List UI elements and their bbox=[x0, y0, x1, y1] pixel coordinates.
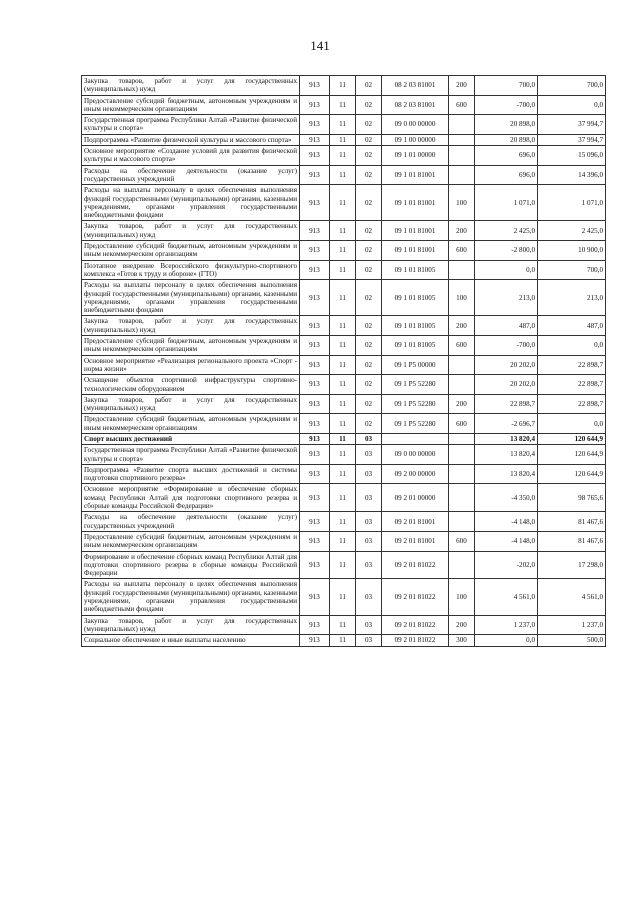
target-article-cell: 09 2 01 81022 bbox=[382, 615, 449, 635]
total-amount-cell: 17 298,0 bbox=[538, 551, 606, 579]
change-amount-cell: -2 696,7 bbox=[475, 414, 538, 434]
change-amount-cell: -4 350,0 bbox=[475, 484, 538, 512]
ministry-code-cell: 913 bbox=[300, 95, 330, 115]
expense-type-cell bbox=[449, 484, 475, 512]
expense-type-cell: 200 bbox=[449, 221, 475, 241]
subsection-code-cell: 03 bbox=[356, 531, 382, 551]
expense-type-cell bbox=[449, 134, 475, 145]
row-name-cell: Расходы на выплаты персоналу в целях обеспечения выполнения функций государственными (муниципальными) органами, казенными учреждениями, органами управления государственными внебюджетными фондами bbox=[82, 185, 300, 221]
row-name-cell: Закупка товаров, работ и услуг для государственных (муниципальных) нужд bbox=[82, 316, 300, 336]
section-code-cell: 11 bbox=[330, 445, 356, 465]
subsection-code-cell: 02 bbox=[356, 185, 382, 221]
target-article-cell: 09 1 01 81001 bbox=[382, 241, 449, 261]
row-name-cell: Закупка товаров, работ и услуг для государственных (муниципальных) нужд bbox=[82, 221, 300, 241]
row-name-cell: Расходы на обеспечение деятельности (оказание услуг) государственных учреждений bbox=[82, 165, 300, 185]
expense-type-cell: 600 bbox=[449, 531, 475, 551]
target-article-cell: 09 2 01 81022 bbox=[382, 579, 449, 615]
expense-type-cell bbox=[449, 375, 475, 395]
total-amount-cell: 0,0 bbox=[538, 95, 606, 115]
table-row bbox=[82, 615, 606, 635]
table-row bbox=[82, 260, 606, 280]
change-amount-cell: 696,0 bbox=[475, 146, 538, 166]
target-article-cell: 09 0 00 00000 bbox=[382, 445, 449, 465]
row-name-cell: Оснащение объектов спортивной инфраструктуры спортивно-технологическим оборудованием bbox=[82, 375, 300, 395]
ministry-code-cell: 913 bbox=[300, 464, 330, 484]
change-amount-cell: 700,0 bbox=[475, 76, 538, 96]
table-row bbox=[82, 280, 606, 316]
total-amount-cell: 37 994,7 bbox=[538, 134, 606, 145]
section-code-cell: 11 bbox=[330, 95, 356, 115]
subsection-code-cell: 02 bbox=[356, 414, 382, 434]
row-name-cell: Расходы на выплаты персоналу в целях обеспечения выполнения функций государственными (муниципальными) органами, казенными учреждениями, органами управления государственными внебюджетными фондами bbox=[82, 280, 300, 316]
table-row bbox=[82, 185, 606, 221]
table-row bbox=[82, 375, 606, 395]
ministry-code-cell: 913 bbox=[300, 484, 330, 512]
table-row bbox=[82, 134, 606, 145]
row-name-cell: Расходы на обеспечение деятельности (оказание услуг) государственных учреждений bbox=[82, 512, 300, 532]
section-code-cell: 11 bbox=[330, 394, 356, 414]
row-name-cell: Закупка товаров, работ и услуг для государственных (муниципальных) нужд bbox=[82, 76, 300, 96]
subsection-code-cell: 02 bbox=[356, 375, 382, 395]
expense-type-cell: 100 bbox=[449, 280, 475, 316]
expense-type-cell: 300 bbox=[449, 635, 475, 646]
table-row bbox=[82, 336, 606, 356]
section-code-cell: 11 bbox=[330, 531, 356, 551]
total-amount-cell: 81 467,6 bbox=[538, 512, 606, 532]
target-article-cell: 09 1 01 81005 bbox=[382, 316, 449, 336]
ministry-code-cell: 913 bbox=[300, 579, 330, 615]
table-row bbox=[82, 355, 606, 375]
target-article-cell: 09 1 01 81005 bbox=[382, 336, 449, 356]
table-row bbox=[82, 76, 606, 96]
total-amount-cell: 700,0 bbox=[538, 260, 606, 280]
change-amount-cell: 0,0 bbox=[475, 635, 538, 646]
row-name-cell: Предоставление субсидий бюджетным, автономным учреждениям и иным некоммерческим организациям bbox=[82, 531, 300, 551]
row-name-cell: Формирование и обеспечение сборных команд Республики Алтай для подготовки спортивного резерва в сборные команды Российской Федерации bbox=[82, 551, 300, 579]
section-code-cell: 11 bbox=[330, 551, 356, 579]
subsection-code-cell: 02 bbox=[356, 95, 382, 115]
ministry-code-cell: 913 bbox=[300, 433, 330, 444]
table-row bbox=[82, 414, 606, 434]
ministry-code-cell: 913 bbox=[300, 445, 330, 465]
ministry-code-cell: 913 bbox=[300, 635, 330, 646]
ministry-code-cell: 913 bbox=[300, 615, 330, 635]
subsection-code-cell: 02 bbox=[356, 241, 382, 261]
budget-table bbox=[81, 75, 606, 647]
expense-type-cell bbox=[449, 355, 475, 375]
change-amount-cell: -2 800,0 bbox=[475, 241, 538, 261]
target-article-cell bbox=[382, 433, 449, 444]
target-article-cell: 09 2 01 00000 bbox=[382, 484, 449, 512]
row-name-cell: Поэтапное внедрение Всероссийского физкультурно-спортивного комплекса «Готов к труду и обороне» (ГТО) bbox=[82, 260, 300, 280]
change-amount-cell: 1 237,0 bbox=[475, 615, 538, 635]
section-code-cell: 11 bbox=[330, 355, 356, 375]
total-amount-cell: 120 644,9 bbox=[538, 445, 606, 465]
row-name-cell: Основное мероприятие «Создание условий для развития физической культуры и массового спорта» bbox=[82, 146, 300, 166]
subsection-code-cell: 02 bbox=[356, 280, 382, 316]
change-amount-cell: -700,0 bbox=[475, 336, 538, 356]
change-amount-cell: 13 820,4 bbox=[475, 445, 538, 465]
change-amount-cell: 1 071,0 bbox=[475, 185, 538, 221]
row-name-cell: Основное мероприятие «Формирование и обеспечение сборных команд Республики Алтай для подготовки спортивного резерва и сборные команды Российской Федерации» bbox=[82, 484, 300, 512]
total-amount-cell: 98 765,6 bbox=[538, 484, 606, 512]
table-row bbox=[82, 146, 606, 166]
expense-type-cell: 600 bbox=[449, 414, 475, 434]
total-amount-cell: 22 898,7 bbox=[538, 355, 606, 375]
table-row bbox=[82, 445, 606, 465]
total-amount-cell: 14 396,0 bbox=[538, 165, 606, 185]
row-name-cell: Подпрограмма «Развитие физической культуры и массового спорта» bbox=[82, 134, 300, 145]
subsection-code-cell: 03 bbox=[356, 433, 382, 444]
table-row bbox=[82, 115, 606, 135]
expense-type-cell bbox=[449, 433, 475, 444]
ministry-code-cell: 913 bbox=[300, 316, 330, 336]
change-amount-cell: 20 202,0 bbox=[475, 355, 538, 375]
subsection-code-cell: 03 bbox=[356, 512, 382, 532]
row-name-cell: Предоставление субсидий бюджетным, автономным учреждениям и иным некоммерческим организациям bbox=[82, 414, 300, 434]
section-code-cell: 11 bbox=[330, 221, 356, 241]
expense-type-cell: 200 bbox=[449, 615, 475, 635]
subsection-code-cell: 02 bbox=[356, 221, 382, 241]
subsection-code-cell: 02 bbox=[356, 394, 382, 414]
subsection-code-cell: 02 bbox=[356, 165, 382, 185]
section-code-cell: 11 bbox=[330, 185, 356, 221]
total-amount-cell: 120 644,9 bbox=[538, 433, 606, 444]
subsection-code-cell: 03 bbox=[356, 484, 382, 512]
row-name-cell: Расходы на выплаты персоналу в целях обеспечения выполнения функций государственными (муниципальными) органами, казенными учреждениями, органами управления государственными внебюджетными фондами bbox=[82, 579, 300, 615]
table-row bbox=[82, 579, 606, 615]
table-row bbox=[82, 635, 606, 646]
row-name-cell: Спорт высших достижений bbox=[82, 433, 300, 444]
ministry-code-cell: 913 bbox=[300, 134, 330, 145]
subsection-code-cell: 02 bbox=[356, 260, 382, 280]
total-amount-cell: 0,0 bbox=[538, 414, 606, 434]
expense-type-cell bbox=[449, 464, 475, 484]
total-amount-cell: 0,0 bbox=[538, 336, 606, 356]
total-amount-cell: 1 237,0 bbox=[538, 615, 606, 635]
table-row bbox=[82, 394, 606, 414]
total-amount-cell: 120 644,9 bbox=[538, 464, 606, 484]
expense-type-cell bbox=[449, 115, 475, 135]
target-article-cell: 09 1 01 81001 bbox=[382, 165, 449, 185]
total-amount-cell: 10 900,0 bbox=[538, 241, 606, 261]
target-article-cell: 09 2 01 81022 bbox=[382, 635, 449, 646]
expense-type-cell bbox=[449, 551, 475, 579]
change-amount-cell: 20 898,0 bbox=[475, 134, 538, 145]
ministry-code-cell: 913 bbox=[300, 76, 330, 96]
table-row bbox=[82, 484, 606, 512]
expense-type-cell: 100 bbox=[449, 579, 475, 615]
change-amount-cell: 2 425,0 bbox=[475, 221, 538, 241]
row-name-cell: Предоставление субсидий бюджетным, автономным учреждениям и иным некоммерческим организациям bbox=[82, 95, 300, 115]
total-amount-cell: 22 898,7 bbox=[538, 394, 606, 414]
change-amount-cell: 4 561,0 bbox=[475, 579, 538, 615]
table-row bbox=[82, 531, 606, 551]
row-name-cell: Социальное обеспечение и иные выплаты населению bbox=[82, 635, 300, 646]
change-amount-cell: 487,0 bbox=[475, 316, 538, 336]
subsection-code-cell: 02 bbox=[356, 115, 382, 135]
target-article-cell: 09 2 01 81001 bbox=[382, 531, 449, 551]
table-row bbox=[82, 241, 606, 261]
expense-type-cell bbox=[449, 512, 475, 532]
subsection-code-cell: 02 bbox=[356, 316, 382, 336]
ministry-code-cell: 913 bbox=[300, 531, 330, 551]
section-code-cell: 11 bbox=[330, 635, 356, 646]
row-name-cell: Государственная программа Республики Алтай «Развитие физической культуры и спорта» bbox=[82, 445, 300, 465]
change-amount-cell: -4 148,0 bbox=[475, 531, 538, 551]
expense-type-cell bbox=[449, 146, 475, 166]
expense-type-cell: 600 bbox=[449, 241, 475, 261]
target-article-cell: 09 1 01 00000 bbox=[382, 146, 449, 166]
change-amount-cell: 13 820,4 bbox=[475, 433, 538, 444]
section-code-cell: 11 bbox=[330, 375, 356, 395]
expense-type-cell: 200 bbox=[449, 316, 475, 336]
total-amount-cell: 15 096,0 bbox=[538, 146, 606, 166]
change-amount-cell: -202,0 bbox=[475, 551, 538, 579]
change-amount-cell: 22 898,7 bbox=[475, 394, 538, 414]
section-code-cell: 11 bbox=[330, 260, 356, 280]
section-code-cell: 11 bbox=[330, 241, 356, 261]
page-number: 141 bbox=[310, 38, 330, 53]
target-article-cell: 09 0 00 00000 bbox=[382, 115, 449, 135]
section-code-cell: 11 bbox=[330, 464, 356, 484]
section-code-cell: 11 bbox=[330, 512, 356, 532]
change-amount-cell: 13 820,4 bbox=[475, 464, 538, 484]
subsection-code-cell: 03 bbox=[356, 635, 382, 646]
section-code-cell: 11 bbox=[330, 316, 356, 336]
target-article-cell: 09 1 00 00000 bbox=[382, 134, 449, 145]
total-amount-cell: 2 425,0 bbox=[538, 221, 606, 241]
ministry-code-cell: 913 bbox=[300, 185, 330, 221]
total-amount-cell: 22 898,7 bbox=[538, 375, 606, 395]
ministry-code-cell: 913 bbox=[300, 336, 330, 356]
change-amount-cell: -700,0 bbox=[475, 95, 538, 115]
subsection-code-cell: 02 bbox=[356, 76, 382, 96]
ministry-code-cell: 913 bbox=[300, 280, 330, 316]
ministry-code-cell: 913 bbox=[300, 375, 330, 395]
target-article-cell: 09 1 01 81005 bbox=[382, 260, 449, 280]
target-article-cell: 09 1 01 81001 bbox=[382, 221, 449, 241]
row-name-cell: Предоставление субсидий бюджетным, автономным учреждениям и иным некоммерческим организациям bbox=[82, 336, 300, 356]
section-code-cell: 11 bbox=[330, 433, 356, 444]
subsection-code-cell: 03 bbox=[356, 615, 382, 635]
expense-type-cell: 200 bbox=[449, 394, 475, 414]
subsection-code-cell: 02 bbox=[356, 336, 382, 356]
target-article-cell: 09 2 00 00000 bbox=[382, 464, 449, 484]
change-amount-cell: 696,0 bbox=[475, 165, 538, 185]
section-code-cell: 11 bbox=[330, 115, 356, 135]
target-article-cell: 09 1 01 81001 bbox=[382, 185, 449, 221]
target-article-cell: 08 2 03 81001 bbox=[382, 76, 449, 96]
total-amount-cell: 700,0 bbox=[538, 76, 606, 96]
target-article-cell: 08 2 03 81001 bbox=[382, 95, 449, 115]
ministry-code-cell: 913 bbox=[300, 512, 330, 532]
table-row bbox=[82, 433, 606, 444]
table-row bbox=[82, 512, 606, 532]
total-amount-cell: 500,0 bbox=[538, 635, 606, 646]
target-article-cell: 09 2 01 81001 bbox=[382, 512, 449, 532]
ministry-code-cell: 913 bbox=[300, 394, 330, 414]
ministry-code-cell: 913 bbox=[300, 146, 330, 166]
subsection-code-cell: 03 bbox=[356, 579, 382, 615]
target-article-cell: 09 1 P5 52280 bbox=[382, 394, 449, 414]
subsection-code-cell: 02 bbox=[356, 355, 382, 375]
table-row bbox=[82, 316, 606, 336]
target-article-cell: 09 1 01 81005 bbox=[382, 280, 449, 316]
target-article-cell: 09 1 P5 52280 bbox=[382, 414, 449, 434]
row-name-cell: Закупка товаров, работ и услуг для государственных (муниципальных) нужд bbox=[82, 615, 300, 635]
total-amount-cell: 487,0 bbox=[538, 316, 606, 336]
table-row bbox=[82, 221, 606, 241]
expense-type-cell bbox=[449, 445, 475, 465]
expense-type-cell: 600 bbox=[449, 95, 475, 115]
expense-type-cell: 600 bbox=[449, 336, 475, 356]
section-code-cell: 11 bbox=[330, 280, 356, 316]
ministry-code-cell: 913 bbox=[300, 165, 330, 185]
section-code-cell: 11 bbox=[330, 484, 356, 512]
subsection-code-cell: 03 bbox=[356, 464, 382, 484]
total-amount-cell: 4 561,0 bbox=[538, 579, 606, 615]
total-amount-cell: 81 467,6 bbox=[538, 531, 606, 551]
section-code-cell: 11 bbox=[330, 165, 356, 185]
change-amount-cell: 213,0 bbox=[475, 280, 538, 316]
total-amount-cell: 213,0 bbox=[538, 280, 606, 316]
expense-type-cell bbox=[449, 165, 475, 185]
change-amount-cell: 20 202,0 bbox=[475, 375, 538, 395]
target-article-cell: 09 2 01 81022 bbox=[382, 551, 449, 579]
row-name-cell: Закупка товаров, работ и услуг для государственных (муниципальных) нужд bbox=[82, 394, 300, 414]
section-code-cell: 11 bbox=[330, 336, 356, 356]
section-code-cell: 11 bbox=[330, 76, 356, 96]
section-code-cell: 11 bbox=[330, 134, 356, 145]
subsection-code-cell: 03 bbox=[356, 551, 382, 579]
section-code-cell: 11 bbox=[330, 579, 356, 615]
ministry-code-cell: 913 bbox=[300, 221, 330, 241]
ministry-code-cell: 913 bbox=[300, 115, 330, 135]
row-name-cell: Подпрограмма «Развитие спорта высших достижений и системы подготовки спортивного резерва» bbox=[82, 464, 300, 484]
target-article-cell: 09 1 P5 52280 bbox=[382, 375, 449, 395]
table-row bbox=[82, 165, 606, 185]
target-article-cell: 09 1 P5 00000 bbox=[382, 355, 449, 375]
table-row bbox=[82, 551, 606, 579]
row-name-cell: Государственная программа Республики Алтай «Развитие физической культуры и спорта» bbox=[82, 115, 300, 135]
change-amount-cell: 0,0 bbox=[475, 260, 538, 280]
table-row bbox=[82, 464, 606, 484]
section-code-cell: 11 bbox=[330, 414, 356, 434]
total-amount-cell: 37 994,7 bbox=[538, 115, 606, 135]
subsection-code-cell: 03 bbox=[356, 445, 382, 465]
change-amount-cell: 20 898,0 bbox=[475, 115, 538, 135]
expense-type-cell bbox=[449, 260, 475, 280]
section-code-cell: 11 bbox=[330, 146, 356, 166]
ministry-code-cell: 913 bbox=[300, 355, 330, 375]
row-name-cell: Предоставление субсидий бюджетным, автономным учреждениям и иным некоммерческим организациям bbox=[82, 241, 300, 261]
table-row bbox=[82, 95, 606, 115]
change-amount-cell: -4 148,0 bbox=[475, 512, 538, 532]
expense-type-cell: 200 bbox=[449, 76, 475, 96]
ministry-code-cell: 913 bbox=[300, 241, 330, 261]
ministry-code-cell: 913 bbox=[300, 260, 330, 280]
expense-type-cell: 100 bbox=[449, 185, 475, 221]
subsection-code-cell: 02 bbox=[356, 134, 382, 145]
ministry-code-cell: 913 bbox=[300, 414, 330, 434]
total-amount-cell: 1 071,0 bbox=[538, 185, 606, 221]
row-name-cell: Основное мероприятие «Реализация регионального проекта «Спорт - норма жизни» bbox=[82, 355, 300, 375]
ministry-code-cell: 913 bbox=[300, 551, 330, 579]
section-code-cell: 11 bbox=[330, 615, 356, 635]
subsection-code-cell: 02 bbox=[356, 146, 382, 166]
